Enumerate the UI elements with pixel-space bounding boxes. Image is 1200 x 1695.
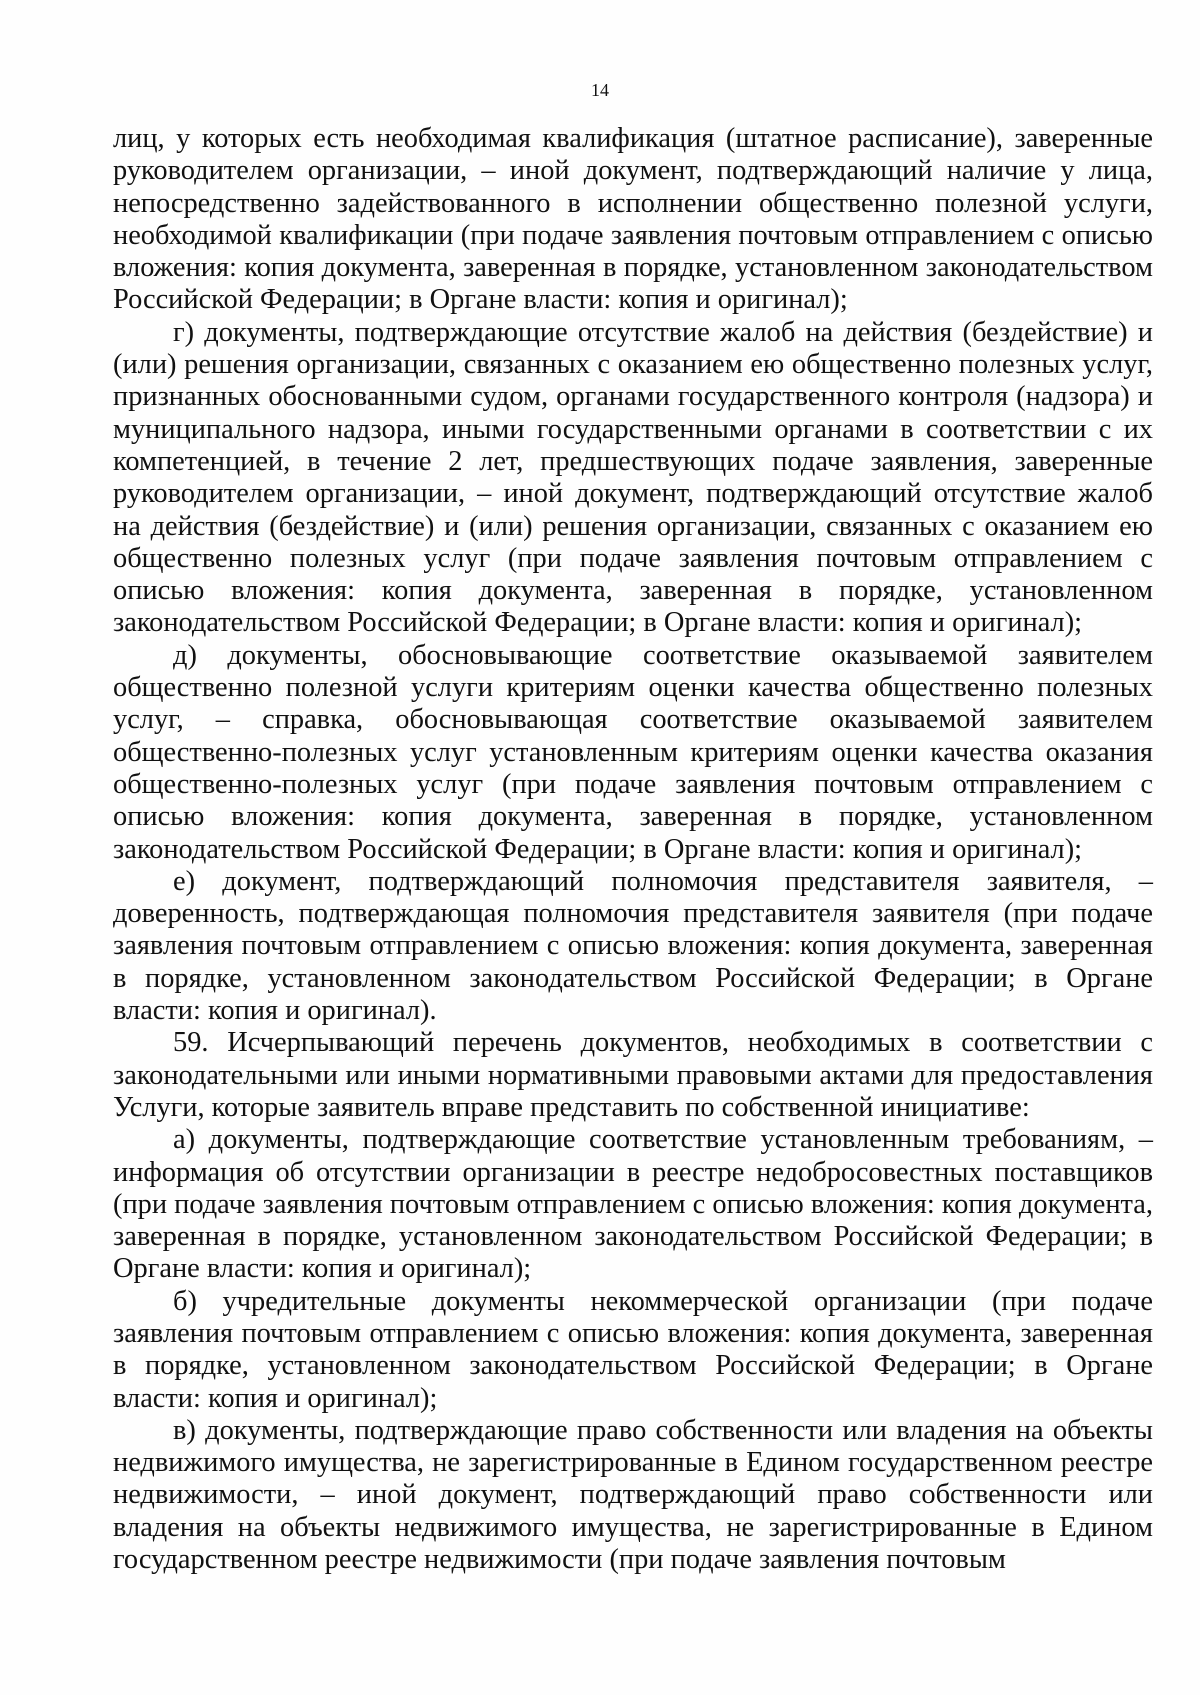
paragraph-item-d: д) документы, обосновывающие соответствие оказываемой заявителем общественно полезной услуги критериям оценки качества общественно полезных услуг, – справка, обосновывающая соответствие оказываемой заявителем общественно-полезных услуг установленным критериям оценки качества оказания общественно-полезных услуг (при подаче заявления почтовым отправлением с описью вложения: копия документа, заверенная в порядке, установленном законодательством Российской Федерации; в Органе власти: копия и оригинал); bbox=[113, 639, 1153, 865]
paragraph-59: 59. Исчерпывающий перечень документов, необходимых в соответствии с законодательными или иными нормативными правовыми актами для предоставления Услуги, которые заявитель вправе представить по собственной инициативе: bbox=[113, 1027, 1153, 1123]
paragraph-item-g: г) документы, подтверждающие отсутствие жалоб на действия (бездействие) и (или) решения организации, связанных с оказанием ею общественно полезных услуг, признанных обоснованными судом, органами государственного контроля (надзора) и муниципального надзора, иными государственными органами в соответствии с их компетенцией, в течение 2 лет, предшествующих подаче заявления, заверенные руководителем организации, – иной документ, подтверждающий отсутствие жалоб на действия (бездействие) и (или) решения организации, связанных с оказанием ею общественно полезных услуг (при подаче заявления почтовым отправлением с описью вложения: копия документа, заверенная в порядке, установленном законодательством Российской Федерации; в Органе власти: копия и оригинал); bbox=[113, 316, 1153, 639]
page-number: 14 bbox=[591, 80, 609, 100]
paragraph-item-b: б) учредительные документы некоммерческой организации (при подаче заявления почтовым отправлением с описью вложения: копия документа, заверенная в порядке, установленном законодательством Российской Федерации; в Органе власти: копия и оригинал); bbox=[113, 1285, 1153, 1414]
paragraph-continuation: лиц, у которых есть необходимая квалификация (штатное расписание), заверенные руководителем организации, – иной документ, подтверждающий наличие у лица, непосредственно задействованного в исполнении общественно полезной услуги, необходимой квалификации (при подаче заявления почтовым отправлением с описью вложения: копия документа, заверенная в порядке, установленном законодательством Российской Федерации; в Органе власти: копия и оригинал); bbox=[113, 123, 1153, 316]
paragraph-item-v: в) документы, подтверждающие право собственности или владения на объекты недвижимого имущества, не зарегистрированные в Едином государственном реестре недвижимости, – иной документ, подтверждающий право собственности или владения на объекты недвижимого имущества, не зарегистрированные в Едином государственном реестре недвижимости (при подаче заявления почтовым bbox=[113, 1414, 1153, 1576]
document-body bbox=[113, 123, 1153, 1576]
paragraph-item-a: а) документы, подтверждающие соответствие установленным требованиям, – информация об отсутствии организации в реестре недобросовестных поставщиков (при подаче заявления почтовым отправлением с описью вложения: копия документа, заверенная в порядке, установленном законодательством Российской Федерации; в Органе власти: копия и оригинал); bbox=[113, 1124, 1153, 1285]
paragraph-item-e: е) документ, подтверждающий полномочия представителя заявителя, – доверенность, подтверждающая полномочия представителя заявителя (при подаче заявления почтовым отправлением с описью вложения: копия документа, заверенная в порядке, установленном законодательством Российской Федерации; в Органе власти: копия и оригинал). bbox=[113, 865, 1153, 1027]
